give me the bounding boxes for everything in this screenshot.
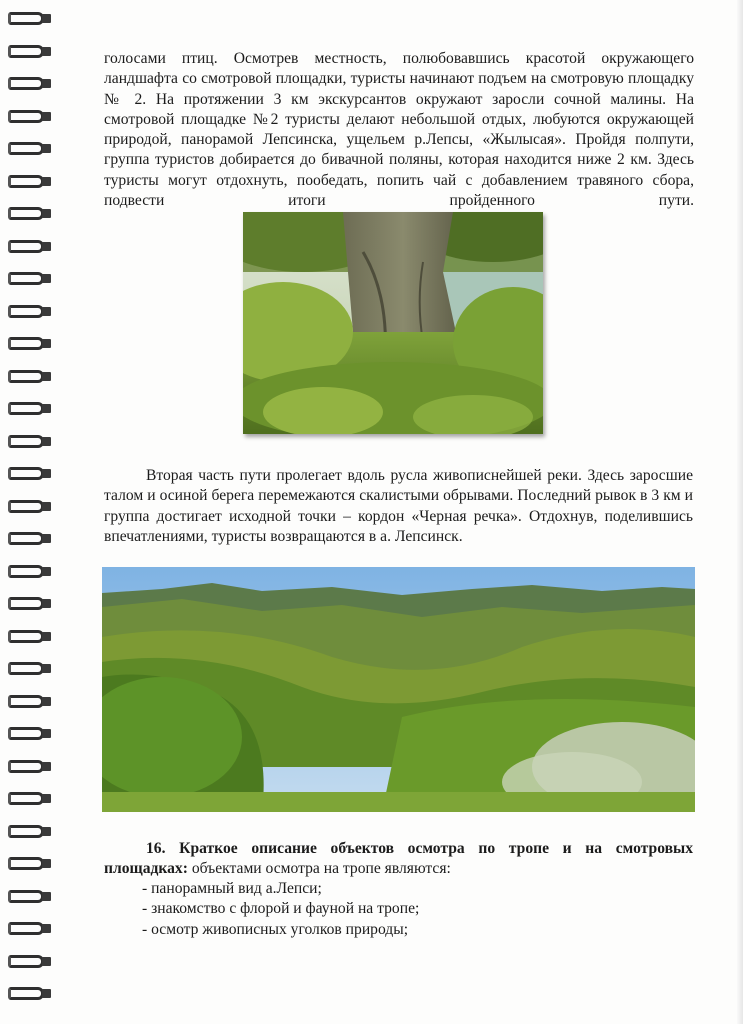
binding-ring [8, 987, 50, 1000]
list-item: - знакомство с флорой и фауной на тропе; [142, 900, 420, 918]
binding-ring [8, 630, 50, 643]
paragraph-2: Вторая часть пути пролегает вдоль русла живописнейшей реки. Здесь заросшие талом и осиной берега перемежаются скалистыми обрывами. Последний рывок в 3 км и группа достигает исходной точки – кордон «Черная речка». Отдохнув, поделившись впечатлениями, туристы возвращаются в а. Лепсинск. [104, 467, 693, 545]
binding-ring [8, 435, 50, 448]
paragraph-1: голосами птиц. Осмотрев местность, полюбовавшись красотой окружающего ландшафта со смотровой площадки, туристы начинают подъем на смотровую площадку № 2. На протяжении 3 км экскурсантов окружают заросли сочной малины. На смотровой площадке №2 туристы делают небольшой отдых, любуются окружающей природой, панорамой Лепсинска, ущельем р.Лепсы, «Жылысая». Пройдя полпути, группа туристов добирается до бивачной поляны, которая находится ниже 2 км. Здесь туристы могут отдохнуть, пообедать, попить чай с добавлением травяного сбора, подвести итоги пройденного пути. [104, 50, 694, 210]
section-16 [104, 839, 693, 880]
binding-ring [8, 12, 50, 25]
binding-ring [8, 857, 50, 870]
list-item: - панорамный вид а.Лепси; [142, 880, 322, 897]
binding-ring [8, 240, 50, 253]
binding-ring [8, 272, 50, 285]
page-edge [737, 0, 743, 1024]
binding-ring [8, 77, 50, 90]
objects-list [142, 879, 419, 940]
binding-ring [8, 500, 50, 513]
list-item: - осмотр живописных уголков природы; [142, 920, 409, 938]
binding-ring [8, 760, 50, 773]
binding-ring [8, 142, 50, 155]
binding-ring [8, 922, 50, 935]
binding-ring [8, 305, 50, 318]
binding-ring [8, 955, 50, 968]
binding-ring [8, 402, 50, 415]
binding-ring [8, 565, 50, 578]
binding-ring [8, 825, 50, 838]
binding-ring [8, 337, 50, 350]
section-16-heading: 16. Краткое описание объектов осмотра по тропе и на смотровых площадках: [104, 840, 693, 878]
binding-ring [8, 467, 50, 480]
binding-ring [8, 890, 50, 903]
tree-photo [243, 212, 543, 434]
binding-ring [8, 727, 50, 740]
binding-ring [8, 695, 50, 708]
binding-ring [8, 597, 50, 610]
binding-ring [8, 792, 50, 805]
binding-ring [8, 370, 50, 383]
binding-ring [8, 662, 50, 675]
spiral-binding [0, 0, 60, 1024]
binding-ring [8, 110, 50, 123]
section-16-intro: объектами осмотра на тропе являются: [187, 860, 451, 878]
binding-ring [8, 207, 50, 220]
binding-ring [8, 45, 50, 58]
binding-ring [8, 175, 50, 188]
mountain-hills-photo [102, 567, 695, 812]
binding-ring [8, 532, 50, 545]
